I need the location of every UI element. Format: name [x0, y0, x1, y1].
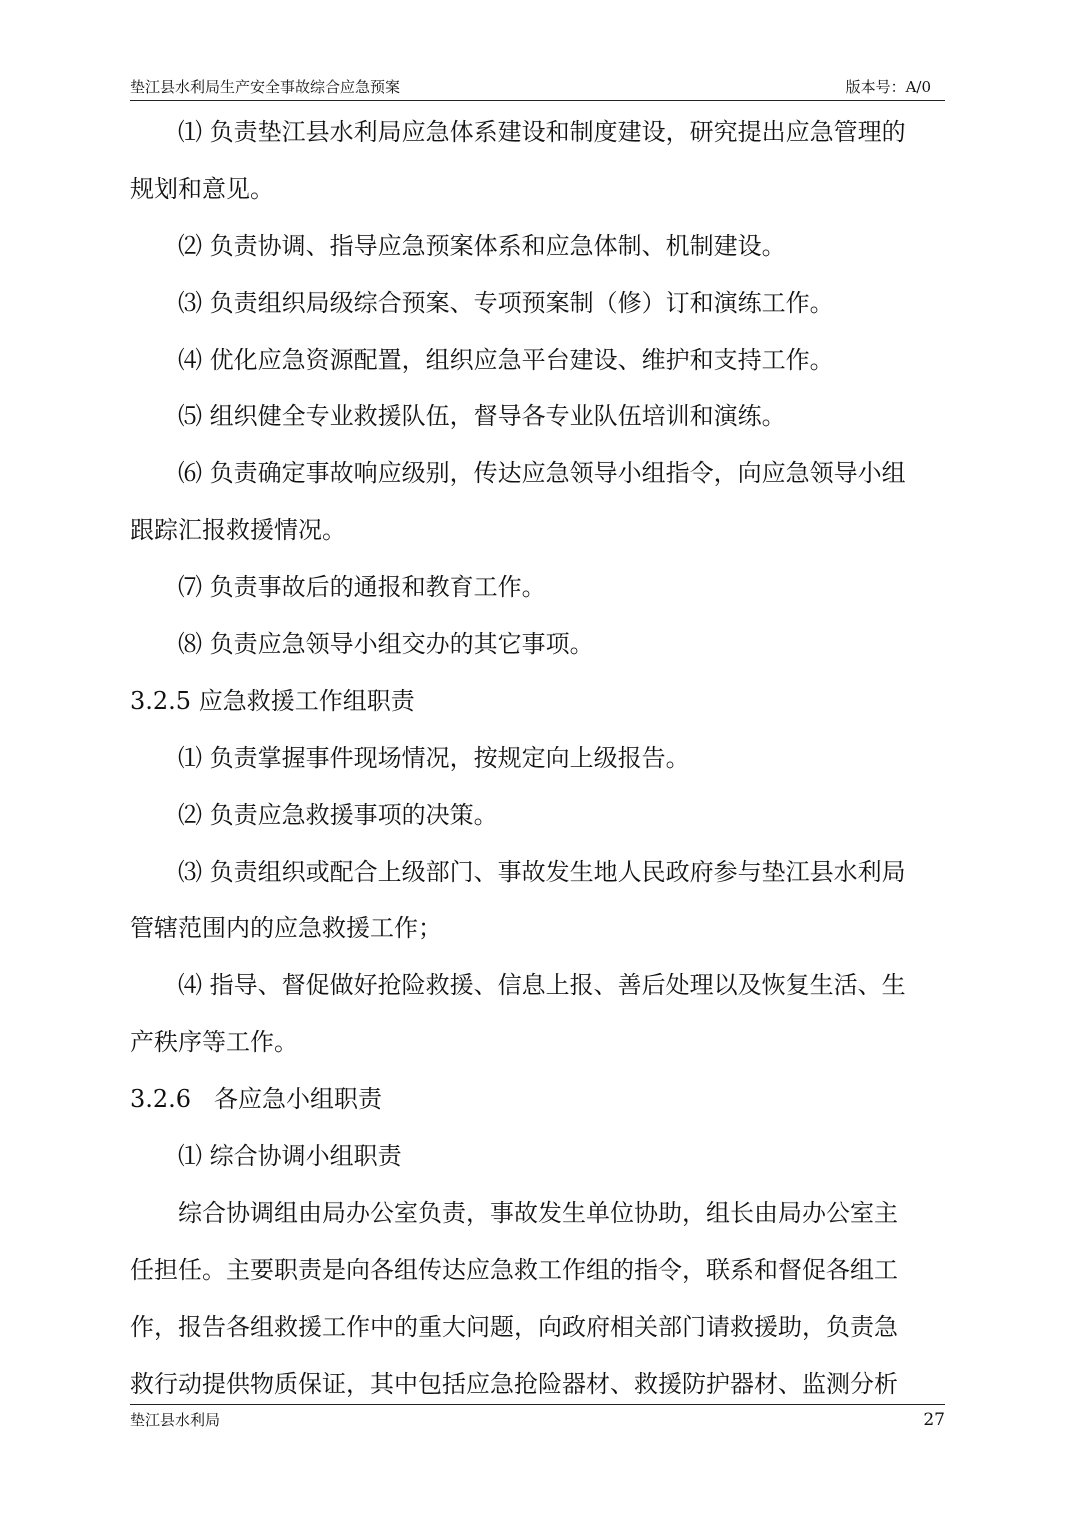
text-line: ⑴ 负责垫江县水利局应急体系建设和制度建设，研究提出应急管理的	[178, 118, 906, 146]
header-title: 垫江县水利局生产安全事故综合应急预案	[130, 78, 401, 96]
text-line: ⑷ 优化应急资源配置，组织应急平台建设、维护和支持工作。	[178, 345, 834, 374]
text-line: ⑻ 负责应急领导小组交办的其它事项。	[178, 630, 594, 659]
text-line: ⑵ 负责协调、指导应急预案体系和应急体制、机制建设。	[178, 231, 786, 260]
text-line: ⑴ 负责掌握事件现场情况，按规定向上级报告。	[178, 743, 690, 772]
text-line: ⑷ 指导、督促做好抢险救援、信息上报、善后处理以及恢复生活、生	[178, 971, 906, 1000]
text-line: ⑵ 负责应急救援事项的决策。	[178, 800, 498, 829]
header-version: 版本号：A/0	[845, 78, 931, 96]
text-line: ⑺ 负责事故后的通报和教育工作。	[178, 573, 546, 602]
text-line: ⑶ 负责组织或配合上级部门、事故发生地人民政府参与垫江县水利局	[178, 857, 906, 886]
text-line: 管辖范围内的应急救援工作；	[130, 914, 442, 943]
text-line: 3.2.5 应急救援工作组职责	[130, 686, 415, 715]
footer-org: 垫江县水利局	[130, 1411, 221, 1429]
text-line: ⑸ 组织健全专业救援队伍，督导各专业队伍培训和演练。	[178, 402, 786, 431]
text-line: ⑴ 综合协调小组职责	[178, 1142, 402, 1171]
page-header	[130, 74, 945, 101]
text-line: ⑹ 负责确定事故响应级别，传达应急领导小组指令，向应急领导小组	[178, 459, 906, 488]
text-line: 规划和意见。	[130, 174, 274, 203]
page-number: 27	[923, 1410, 945, 1430]
text-line: 作，报告各组救援工作中的重大问题，向政府相关部门请救援助，负责急	[130, 1312, 898, 1341]
text-line: 综合协调组由局办公室负责，事故发生单位协助，组长由局办公室主	[178, 1198, 898, 1227]
text-line: 产秩序等工作。	[130, 1028, 298, 1057]
text-line: 任担任。主要职责是向各组传达应急救工作组的指令，联系和督促各组工	[130, 1255, 898, 1284]
page-footer	[130, 1404, 945, 1435]
text-line: 跟踪汇报救援情况。	[130, 516, 346, 545]
text-line: ⑶ 负责组织局级综合预案、专项预案制（修）订和演练工作。	[178, 288, 834, 317]
text-line: 3.2.6 各应急小组职责	[130, 1085, 382, 1114]
text-line: 救行动提供物质保证，其中包括应急抢险器材、救援防护器材、监测分析	[130, 1369, 898, 1398]
document-body	[130, 104, 945, 1412]
